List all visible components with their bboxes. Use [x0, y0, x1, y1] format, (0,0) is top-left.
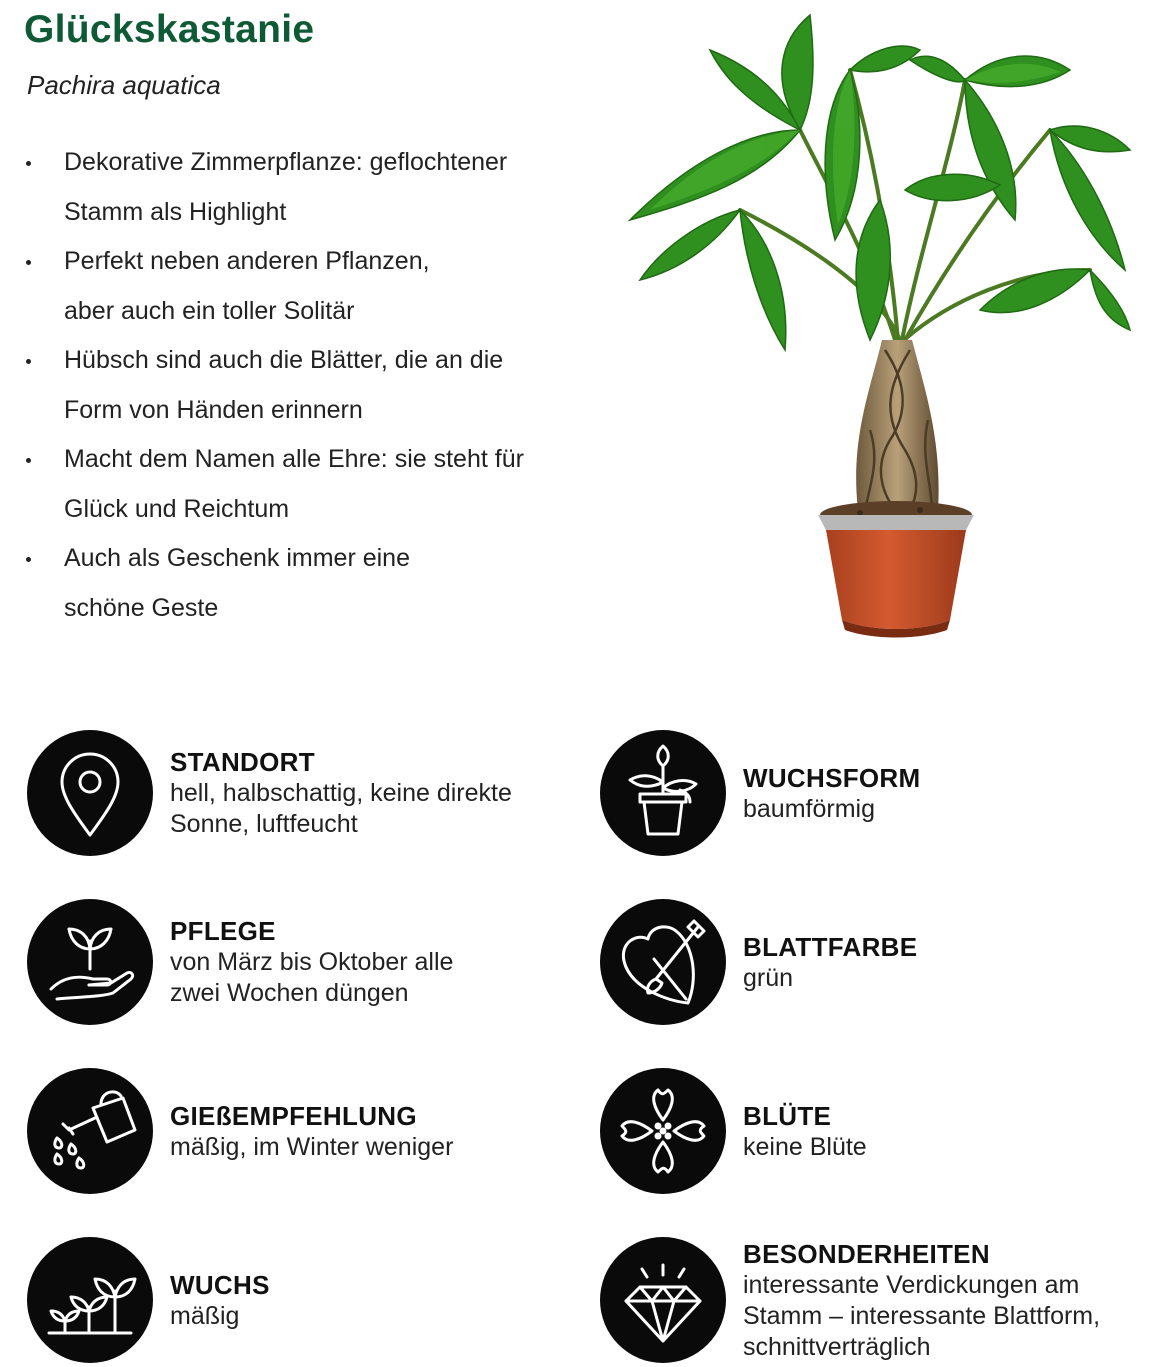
- feature-value: interessante Verdickungen am: [743, 1270, 1080, 1299]
- hand-seedling-icon: [27, 899, 153, 1025]
- leaf-brush-icon: [600, 899, 726, 1025]
- product-image: [620, 10, 1140, 640]
- feature-value: Stamm – interessante Blattform,: [743, 1301, 1101, 1330]
- feature-label: BLÜTE: [743, 1100, 832, 1131]
- feature-label: BLATTFARBE: [743, 931, 918, 962]
- growing-plants-icon: [27, 1237, 153, 1363]
- feature-value: zwei Wochen düngen: [170, 979, 409, 1007]
- bullet-line: Perfekt neben anderen Pflanzen,: [64, 247, 430, 275]
- bullet-line: schöne Geste: [64, 593, 219, 622]
- feature-label: GIEßEMPFEHLUNG: [170, 1100, 417, 1131]
- latin-name: Pachira aquatica: [27, 70, 221, 100]
- bullet-dot: [26, 458, 31, 463]
- feature-value: grün: [743, 963, 794, 992]
- feature-blattfarbe: [600, 899, 1160, 1029]
- bullet-line: Hübsch sind auch die Blätter, die an die: [64, 346, 504, 374]
- feature-label: WUCHS: [170, 1269, 270, 1300]
- feature-label: WUCHSFORM: [743, 762, 921, 793]
- bullet-dot: [26, 260, 31, 265]
- bullet-item: [0, 138, 600, 237]
- feature-value: mäßig: [170, 1301, 240, 1330]
- bullet-line: Form von Händen erinnern: [64, 395, 363, 424]
- bullet-line: Dekorative Zimmerpflanze: geflochtener: [64, 148, 508, 176]
- feature-value: keine Blüte: [743, 1132, 867, 1161]
- feature-besonderheiten: [600, 1237, 1160, 1367]
- flower-icon: [600, 1068, 726, 1194]
- bullet-line: Macht dem Namen alle Ehre: sie steht für: [64, 445, 524, 473]
- bullet-item: [0, 435, 600, 534]
- feature-standort: [27, 730, 587, 860]
- feature-value: von März bis Oktober alle: [170, 948, 454, 976]
- feature-wuchs: [27, 1237, 587, 1367]
- plant-illustration: [620, 10, 1140, 640]
- feature-value: hell, halbschattig, keine direkte: [170, 779, 512, 807]
- feature-bluete: [600, 1068, 1160, 1198]
- feature-value: schnittverträglich: [743, 1332, 931, 1361]
- bullet-item: [0, 336, 600, 435]
- bullet-item: [0, 237, 600, 336]
- bullet-line: Auch als Geschenk immer eine: [64, 544, 410, 572]
- feature-giessempfehlung: [27, 1068, 587, 1198]
- potted-plant-icon: [600, 730, 726, 856]
- bullet-dot: [26, 161, 31, 166]
- bullet-line: Glück und Reichtum: [64, 494, 290, 523]
- bullet-dot: [26, 359, 31, 364]
- bullet-line: aber auch ein toller Solitär: [64, 296, 355, 325]
- feature-value: baumförmig: [743, 794, 875, 823]
- bullet-line: Stamm als Highlight: [64, 197, 287, 226]
- product-title: Glückskastanie: [24, 8, 315, 51]
- feature-label: PFLEGE: [170, 916, 276, 946]
- feature-value: mäßig, im Winter weniger: [170, 1132, 454, 1161]
- feature-bullet-list: [0, 138, 600, 633]
- bullet-dot: [26, 557, 31, 562]
- bullet-item: [0, 534, 600, 633]
- feature-pflege: [27, 899, 587, 1029]
- feature-value: Sonne, luftfeucht: [170, 810, 358, 838]
- feature-wuchsform: [600, 730, 1160, 860]
- feature-label: STANDORT: [170, 747, 315, 777]
- diamond-icon: [600, 1237, 726, 1363]
- feature-label: BESONDERHEITEN: [743, 1238, 990, 1269]
- location-pin-icon: [27, 730, 153, 856]
- watering-can-icon: [27, 1068, 153, 1194]
